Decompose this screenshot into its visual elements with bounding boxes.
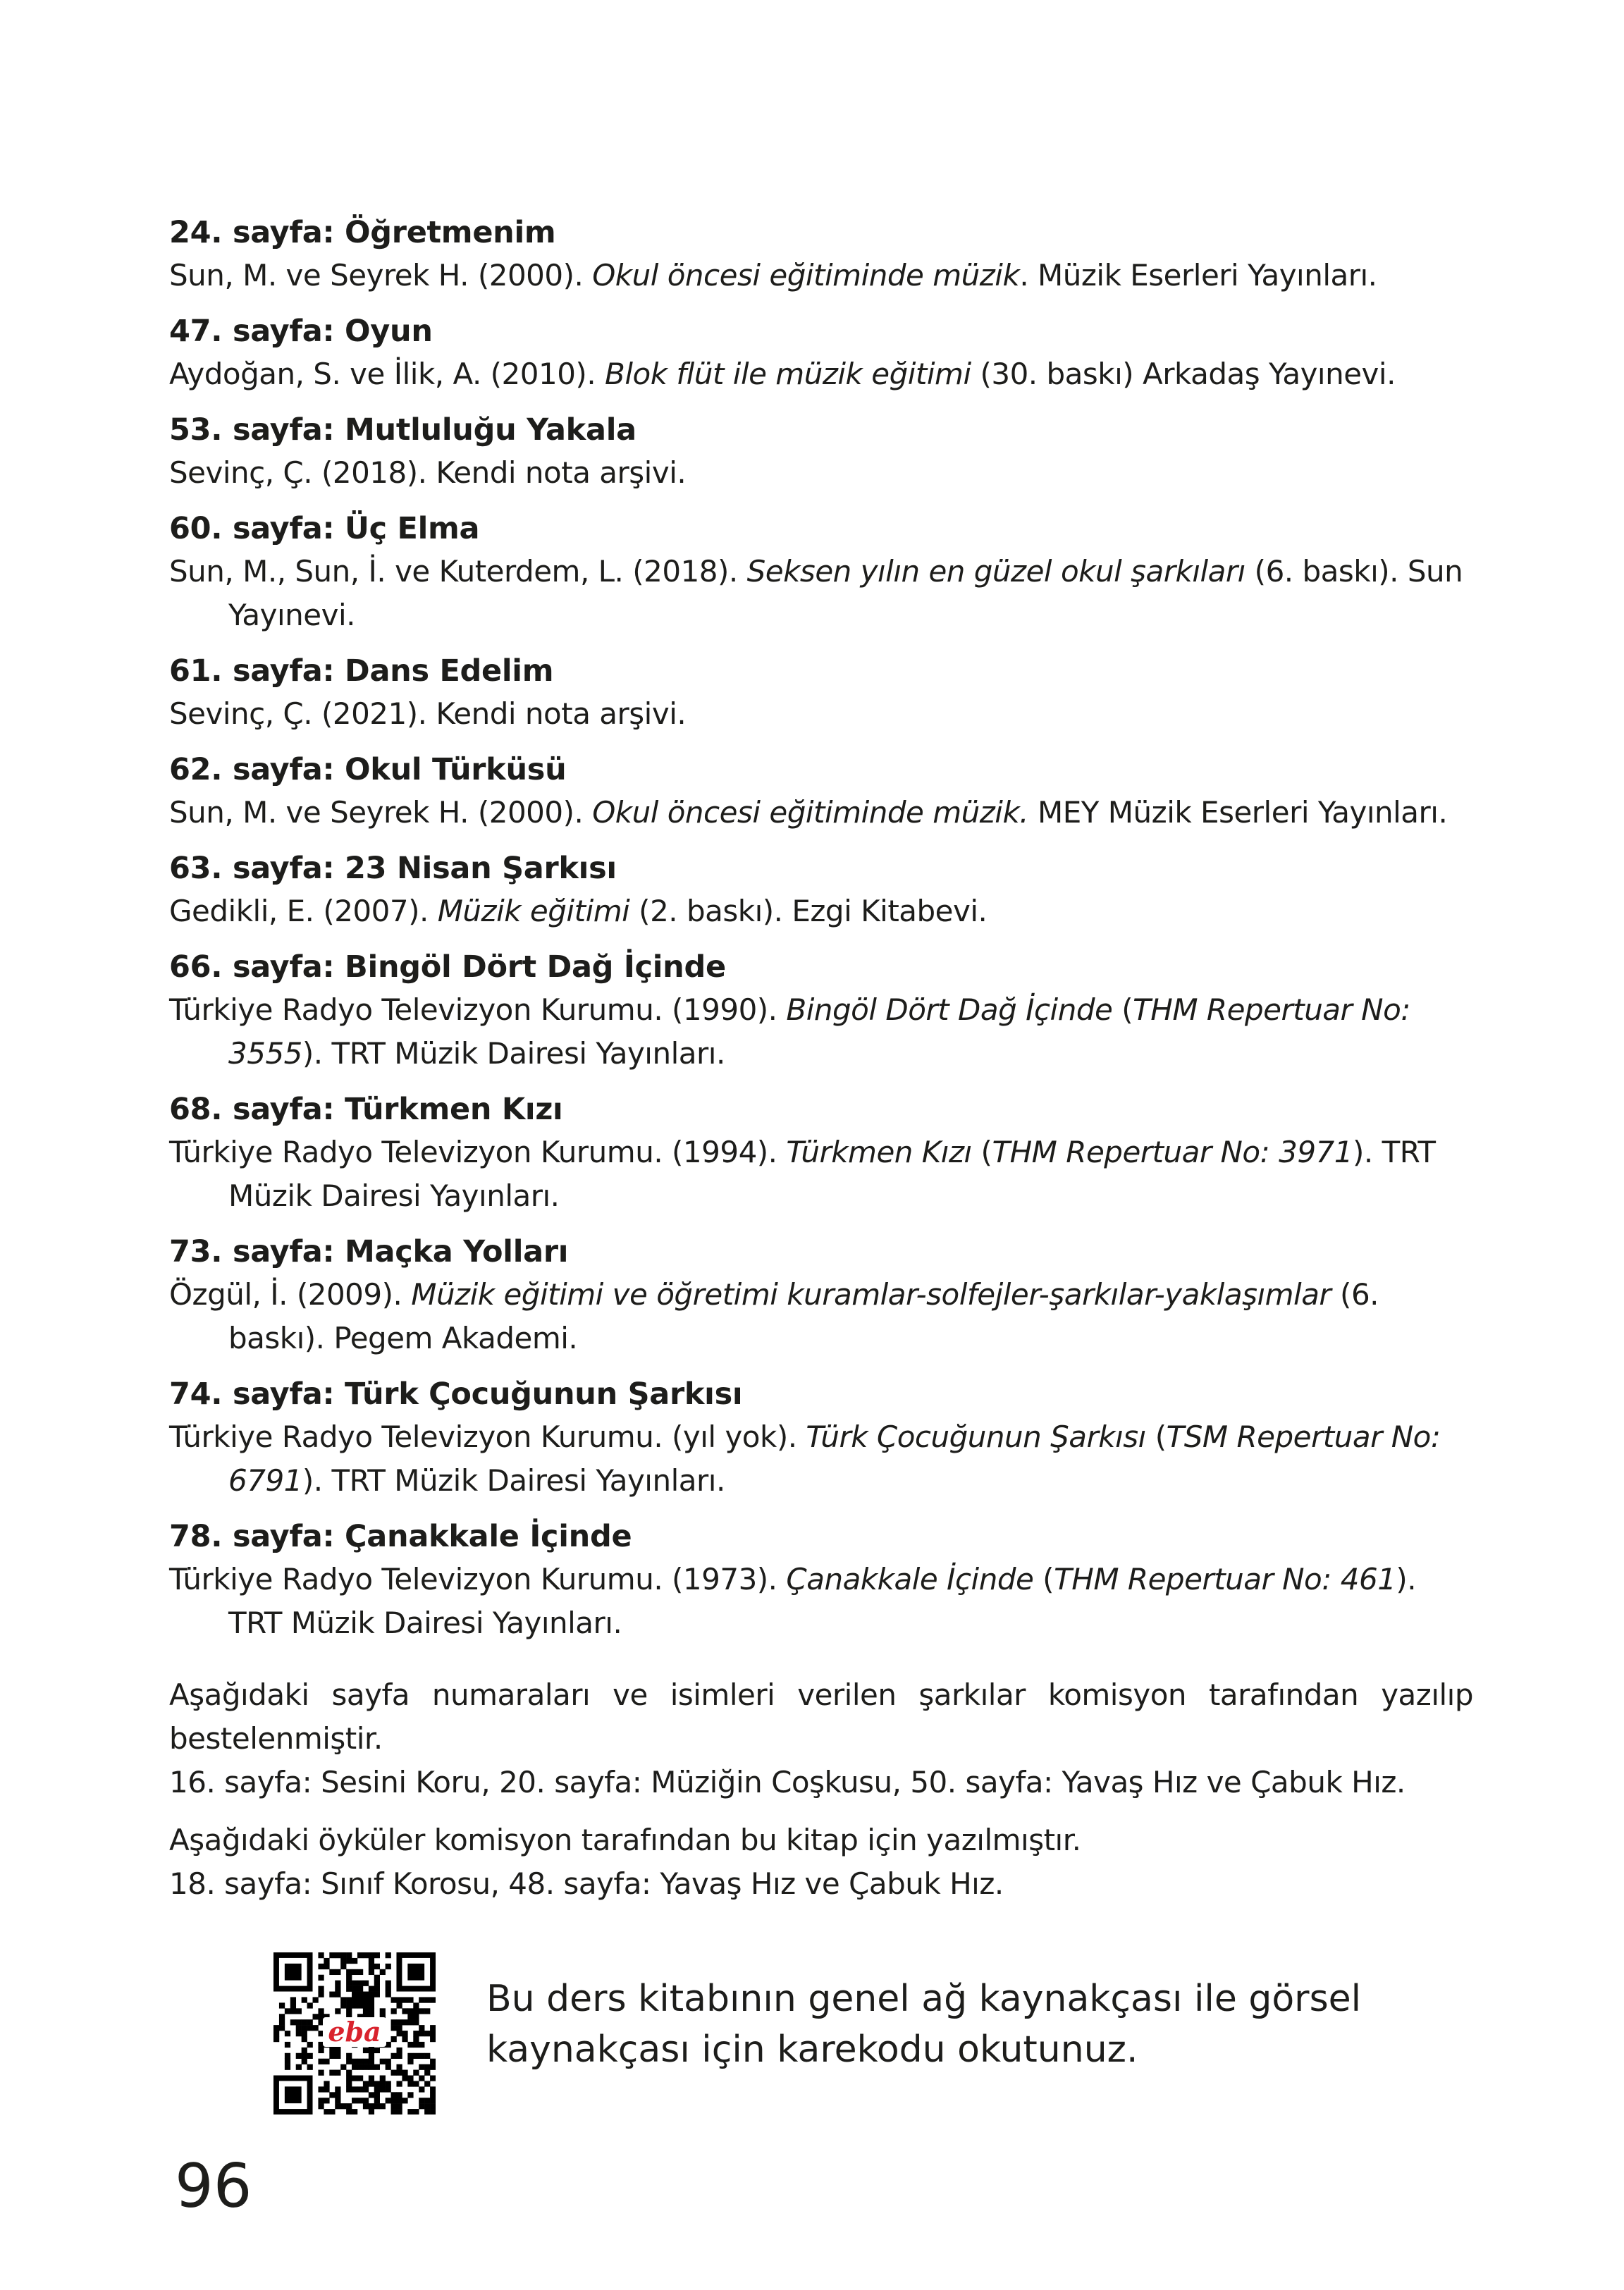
reference-citation — [169, 692, 1473, 736]
stories-list: 18. sayfa: Sınıf Korosu, 48. sayfa: Yavaş Hız ve Çabuk Hız. — [169, 1866, 1004, 1901]
qr-caption — [486, 1974, 1473, 2075]
songs-list: 16. sayfa: Sesini Koru, 20. sayfa: Müziğin Coşkusu, 50. sayfa: Yavaş Hız ve Çabuk Hız. — [169, 1765, 1405, 1799]
citation-title: Seksen yılın en güzel okul şarkıları — [746, 554, 1245, 589]
reference-citation — [169, 451, 1473, 495]
citation-text: Özgül, İ. (2009). — [169, 1277, 412, 1312]
citation-text: Sevinç, Ç. (2021). Kendi nota arşivi. — [169, 696, 687, 731]
citation-text: (6. baskı). Pegem Akademi. — [228, 1277, 1379, 1355]
citation-text: ). TRT Müzik Dairesi Yayınları. — [228, 1135, 1436, 1213]
citation-title: THM Repertuar No: 3971 — [992, 1135, 1353, 1169]
citation-text: Gedikli, E. (2007). — [169, 894, 438, 928]
reference-entry — [169, 409, 1473, 495]
qr-caption-line-1: Bu ders kitabının genel ağ kaynakçası ile görsel — [486, 1978, 1362, 2020]
citation-title: Türkmen Kızı — [786, 1135, 972, 1169]
citation-text: Aydoğan, S. ve İlik, A. (2010). — [169, 357, 605, 391]
reference-entry — [169, 847, 1473, 933]
citation-text: ). TRT Müzik Dairesi Yayınları. — [302, 1036, 725, 1071]
citation-text: . Müzik Eserleri Yayınları. — [1019, 258, 1377, 293]
citation-title: Okul öncesi eğitiminde müzik — [592, 258, 1020, 293]
reference-heading: 47. sayfa: Oyun — [169, 314, 433, 349]
reference-citation — [169, 791, 1473, 835]
reference-entry — [169, 946, 1473, 1076]
reference-entry — [169, 1515, 1473, 1645]
citation-text: ( — [971, 1135, 992, 1169]
qr-caption-line-2: kaynakçası için karekodu okutunuz. — [486, 2029, 1138, 2071]
citation-text: Sun, M., Sun, İ. ve Kuterdem, L. (2018). — [169, 554, 747, 589]
citation-text: ( — [1033, 1562, 1054, 1596]
citation-title: THM Repertuar No: 3555 — [228, 992, 1410, 1071]
citation-text: ( — [1112, 992, 1133, 1027]
reference-citation — [169, 889, 1473, 933]
reference-heading: 73. sayfa: Maçka Yolları — [169, 1234, 569, 1269]
reference-heading: 68. sayfa: Türkmen Kızı — [169, 1092, 563, 1127]
reference-heading: 61. sayfa: Dans Edelim — [169, 653, 554, 689]
reference-citation — [169, 254, 1473, 297]
reference-heading: 53. sayfa: Mutluluğu Yakala — [169, 412, 636, 448]
reference-citation — [169, 988, 1473, 1076]
reference-citation — [169, 1558, 1473, 1645]
qr-code-image — [273, 1952, 436, 2114]
citation-text: Sun, M. ve Seyrek H. (2000). — [169, 258, 593, 293]
reference-citation — [169, 1415, 1473, 1503]
notes-gap — [169, 1804, 1473, 1818]
stories-intro: Aşağıdaki öyküler komisyon tarafından bu kitap için yazılmıştır. — [169, 1823, 1081, 1857]
citation-text: MEY Müzik Eserleri Yayınları. — [1028, 795, 1448, 830]
reference-entry — [169, 507, 1473, 637]
reference-heading: 60. sayfa: Üç Elma — [169, 511, 480, 546]
reference-entry — [169, 650, 1473, 736]
reference-citation — [169, 1131, 1473, 1218]
reference-entry — [169, 1231, 1473, 1360]
reference-citation — [169, 1273, 1473, 1360]
qr-code[interactable] — [273, 1952, 436, 2114]
reference-entry — [169, 1373, 1473, 1503]
reference-heading: 62. sayfa: Okul Türküsü — [169, 752, 567, 787]
citation-text: Türkiye Radyo Televizyon Kurumu. (1990). — [169, 992, 787, 1027]
citation-title: Müzik eğitimi ve öğretimi kuramlar-solfejler-şarkılar-yaklaşımlar — [411, 1277, 1331, 1312]
citation-text: ( — [1145, 1420, 1167, 1454]
citation-title: Müzik eğitimi — [437, 894, 630, 928]
eba-logo: eba — [328, 2016, 381, 2048]
citation-text: Sevinç, Ç. (2018). Kendi nota arşivi. — [169, 455, 687, 490]
reference-entry — [169, 1088, 1473, 1218]
reference-entry — [169, 310, 1473, 396]
citation-text: Türkiye Radyo Televizyon Kurumu. (1994). — [169, 1135, 787, 1169]
citation-title: THM Repertuar No: 461 — [1054, 1562, 1396, 1596]
songs-intro: Aşağıdaki sayfa numaraları ve isimleri verilen şarkılar komisyon tarafından yazılıp bestelenmiştir. — [169, 1678, 1473, 1756]
reference-heading: 63. sayfa: 23 Nisan Şarkısı — [169, 851, 617, 886]
citation-title: TSM Repertuar No: 6791 — [228, 1420, 1441, 1498]
citation-title: Türk Çocuğunun Şarkısı — [806, 1420, 1146, 1454]
citation-title: Bingöl Dört Dağ İçinde — [786, 992, 1113, 1027]
citation-title: Çanakkale İçinde — [786, 1562, 1034, 1596]
citation-text: ). TRT Müzik Dairesi Yayınları. — [228, 1562, 1417, 1640]
reference-heading: 66. sayfa: Bingöl Dört Dağ İçinde — [169, 949, 726, 985]
reference-heading: 78. sayfa: Çanakkale İçinde — [169, 1519, 632, 1554]
citation-title: Blok flüt ile müzik eğitimi — [605, 357, 971, 391]
page-number: 96 — [175, 2151, 252, 2222]
citation-text: (30. baskı) Arkadaş Yayınevi. — [971, 357, 1396, 391]
citation-text: (6. baskı). Sun Yayınevi. — [228, 554, 1463, 632]
citation-text: Sun, M. ve Seyrek H. (2000). — [169, 795, 593, 830]
citation-text: (2. baskı). Ezgi Kitabevi. — [629, 894, 988, 928]
reference-list — [169, 211, 1473, 1906]
reference-entry — [169, 749, 1473, 835]
reference-citation — [169, 550, 1473, 637]
reference-citation — [169, 352, 1473, 396]
citation-text: ). TRT Müzik Dairesi Yayınları. — [302, 1463, 725, 1498]
citation-text: Türkiye Radyo Televizyon Kurumu. (yıl yok). — [169, 1420, 806, 1454]
notes-section — [169, 1673, 1473, 1906]
citation-title: Okul öncesi eğitiminde müzik. — [592, 795, 1029, 830]
reference-heading: 24. sayfa: Öğretmenim — [169, 215, 556, 250]
reference-entry — [169, 211, 1473, 297]
reference-heading: 74. sayfa: Türk Çocuğunun Şarkısı — [169, 1377, 743, 1412]
citation-text: Türkiye Radyo Televizyon Kurumu. (1973). — [169, 1562, 787, 1596]
